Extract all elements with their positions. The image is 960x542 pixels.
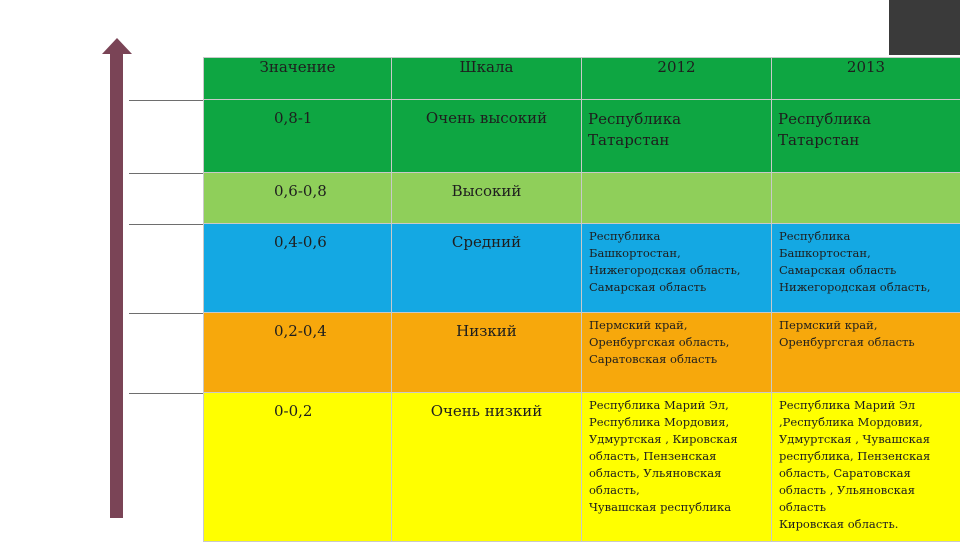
header-2012: 2012 [582, 58, 772, 100]
table-header-row [204, 58, 960, 100]
up-arrow-shaft [110, 52, 123, 518]
region-line: Башкортостан, [779, 245, 955, 262]
header-value: Значение [204, 58, 392, 100]
region-line: Республика [588, 109, 765, 130]
rating-table [203, 57, 960, 542]
region-line: Чувашская республика [589, 499, 766, 516]
value-cell: 0,2-0,4 [204, 313, 392, 393]
region-line: область [779, 499, 955, 516]
header-2013: 2013 [772, 58, 960, 100]
corner-decoration [889, 0, 960, 55]
region-line: Республика [778, 109, 954, 130]
region-line: Башкортостан, [589, 245, 766, 262]
regions-2012-cell [582, 224, 772, 313]
table-row-low [204, 313, 960, 393]
regions-2012-cell [582, 173, 772, 224]
region-line: Кировская область. [779, 516, 955, 533]
region-line: область, Саратовская [779, 465, 955, 482]
region-line: область, [589, 482, 766, 499]
regions-2012-cell [582, 393, 772, 542]
region-line: ,Республика Мордовия, [779, 414, 955, 431]
scale-cell: Низкий [392, 313, 582, 393]
regions-2012-cell [582, 313, 772, 393]
table-row-very-low [204, 393, 960, 542]
region-line: Республика Марий Эл [779, 397, 955, 414]
scale-cell: Очень высокий [392, 100, 582, 173]
scale-cell: Очень низкий [392, 393, 582, 542]
region-line: Республика Марий Эл, [589, 397, 766, 414]
table-row-high [204, 173, 960, 224]
header-scale: Шкала [392, 58, 582, 100]
value-cell: 0-0,2 [204, 393, 392, 542]
regions-2013-cell [772, 173, 960, 224]
region-line: Самарская область [779, 262, 955, 279]
regions-2013-cell [772, 224, 960, 313]
region-line: Саратовская область [589, 351, 766, 368]
region-line: Республика [589, 228, 766, 245]
value-cell: 0,6-0,8 [204, 173, 392, 224]
region-line: Оренбургсгая область [779, 334, 955, 351]
guide-line [129, 393, 205, 394]
region-line: область, Ульяновская [589, 465, 766, 482]
guide-line [129, 313, 205, 314]
region-line: Республика Мордовия, [589, 414, 766, 431]
region-line: Республика [779, 228, 955, 245]
region-line: Нижегородская область, [589, 262, 766, 279]
regions-2013-cell [772, 313, 960, 393]
region-line: Нижегородская область, [779, 279, 955, 296]
value-cell: 0,4-0,6 [204, 224, 392, 313]
region-line: область , Ульяновская [779, 482, 955, 499]
scale-cell: Высокий [392, 173, 582, 224]
region-line: Удмуртская , Чувашская [779, 431, 955, 448]
value-cell: 0,8-1 [204, 100, 392, 173]
regions-2013-cell [772, 393, 960, 542]
region-line: область, Пензенская [589, 448, 766, 465]
region-line: Татарстан [588, 130, 765, 151]
region-line: Оренбургская область, [589, 334, 766, 351]
table-row-medium [204, 224, 960, 313]
guide-line [129, 100, 205, 101]
region-line: Пермский край, [589, 317, 766, 334]
region-line: Удмуртская , Кировская [589, 431, 766, 448]
regions-2013-cell [772, 100, 960, 173]
scale-cell: Средний [392, 224, 582, 313]
region-line: Самарская область [589, 279, 766, 296]
region-line: республика, Пензенская [779, 448, 955, 465]
guide-line [129, 173, 205, 174]
table-row-very-high [204, 100, 960, 173]
guide-line [129, 224, 205, 225]
region-line: Пермский край, [779, 317, 955, 334]
region-line: Татарстан [778, 130, 954, 151]
regions-2012-cell [582, 100, 772, 173]
